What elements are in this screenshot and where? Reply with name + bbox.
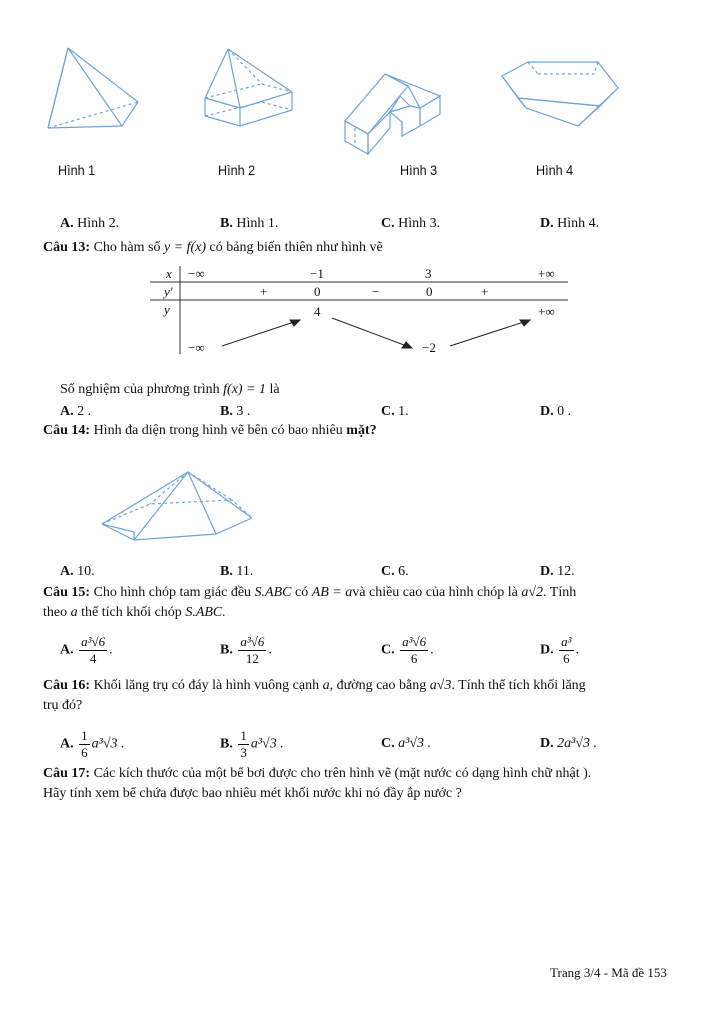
q15-option-d[interactable] <box>540 634 579 667</box>
fraction-numerator: a³√6 <box>81 634 106 649</box>
q15-option-c[interactable] <box>381 634 434 667</box>
option-text: 6. <box>398 564 409 579</box>
q14-option-a[interactable] <box>60 564 95 580</box>
q15-text: . Tính <box>543 585 577 600</box>
option-label: A. <box>60 642 74 658</box>
table-yprime-value: + <box>481 284 489 299</box>
figure-caption-1: Hình 1 <box>58 162 96 178</box>
option-text: Hình 3. <box>398 216 441 231</box>
table-yprime-value: − <box>372 284 380 299</box>
table-yprime-value: 0 <box>426 284 433 299</box>
fraction-denominator: 6 <box>81 745 88 760</box>
option-label: A. <box>60 216 74 231</box>
fraction-numerator: a³√6 <box>240 634 265 649</box>
option-end: . <box>268 642 272 658</box>
q15-text: thể tích khối chóp <box>81 605 182 620</box>
option-end: . <box>109 642 113 658</box>
figure-caption-4: Hình 4 <box>536 162 574 178</box>
q15-pyramid: S.ABC <box>254 585 292 600</box>
figure-caption-2: Hình 2 <box>218 162 256 178</box>
table-y-value: +∞ <box>538 304 555 319</box>
q13-option-d[interactable] <box>540 404 571 420</box>
option-label: A. <box>60 404 74 419</box>
q14-text: Hình đa diện trong hình vẽ bên có bao nhiêu <box>93 423 343 438</box>
option-tail: a³√3 . <box>250 736 284 752</box>
q15-text: Cho hình chóp tam giác đều <box>93 585 252 600</box>
q12-option-d[interactable] <box>540 216 599 232</box>
option-label: B. <box>220 216 233 231</box>
q15-text: có <box>294 585 309 600</box>
q15-stem-line2 <box>43 605 226 621</box>
q16-text: . Tính thể tích khối lăng <box>451 678 586 693</box>
option-label: C. <box>381 642 395 658</box>
q16-stem-line2: trụ đó? <box>43 698 83 713</box>
option-end: . <box>430 642 434 658</box>
q16-text: Khối lăng trụ có đáy là hình vuông cạnh <box>93 678 320 693</box>
figure-caption-3: Hình 3 <box>400 162 438 178</box>
question-number: Câu 15: <box>43 585 91 600</box>
table-y-value: −2 <box>422 340 436 355</box>
option-tail: a³√3 . <box>91 736 125 752</box>
option-text: 10. <box>77 564 95 579</box>
figure-hinh-1 <box>40 40 150 140</box>
option-text: Hình 1. <box>236 216 279 231</box>
q12-option-a[interactable] <box>60 216 119 232</box>
fraction-numerator: a³√6 <box>402 634 427 649</box>
question-number: Câu 14: <box>43 423 91 438</box>
option-text: Hình 4. <box>557 216 600 231</box>
option-fraction <box>238 728 249 761</box>
option-label: D. <box>540 736 554 751</box>
q16-option-a[interactable] <box>60 728 125 761</box>
option-text: Hình 2. <box>77 216 120 231</box>
q16-option-b[interactable] <box>220 728 284 761</box>
fraction-numerator: a³ <box>561 634 572 649</box>
question-number: Câu 13: <box>43 240 91 255</box>
option-label: C. <box>381 736 395 751</box>
option-text: 11. <box>236 564 254 579</box>
q14-option-b[interactable] <box>220 564 253 580</box>
question-number: Câu 17: <box>43 766 91 781</box>
q13-question <box>60 382 280 398</box>
option-fraction <box>559 634 573 667</box>
table-x-value: −1 <box>310 266 324 281</box>
q17-text: Các kích thước của một bể bơi được cho trên hình vẽ (mặt nước có dạng hình chữ nhật ). <box>93 766 592 781</box>
option-label: C. <box>381 216 395 231</box>
q14-option-d[interactable] <box>540 564 575 580</box>
option-label: A. <box>60 736 74 752</box>
q14-bold-word: mặt? <box>346 423 377 438</box>
fraction-denominator: 4 <box>89 651 97 666</box>
option-label: C. <box>381 564 395 579</box>
q16-option-d[interactable] <box>540 736 597 752</box>
variation-table <box>150 264 570 356</box>
q16-var: a <box>322 678 330 693</box>
fraction-denominator: 6 <box>410 651 418 666</box>
q15-var: a <box>70 605 78 620</box>
option-label: C. <box>381 404 395 419</box>
q13-option-a[interactable] <box>60 404 91 420</box>
table-x-value: +∞ <box>538 266 555 281</box>
q15-option-b[interactable] <box>220 634 272 667</box>
option-fraction <box>79 728 90 761</box>
fraction-denominator: 12 <box>245 651 259 666</box>
q16-text: , đường cao bằng <box>329 678 427 693</box>
option-label: D. <box>540 216 554 231</box>
figure-hinh-3 <box>340 66 450 156</box>
figure-hinh-2 <box>200 44 300 134</box>
option-label: D. <box>540 404 554 419</box>
table-yprime-value: 0 <box>314 284 321 299</box>
q13-text: Cho hàm số <box>93 240 161 255</box>
q13-option-b[interactable] <box>220 404 250 420</box>
q13-option-c[interactable] <box>381 404 409 420</box>
q15-text: theo <box>43 605 68 620</box>
q17-stem-line1 <box>43 766 591 782</box>
option-fraction <box>79 634 107 667</box>
table-yprime-label: y′ <box>164 284 173 299</box>
q13-equation: f(x) = 1 <box>223 382 267 397</box>
q13-text-after: có bảng biến thiên như hình vẽ <box>209 240 383 255</box>
q15-height: a√2 <box>521 585 544 600</box>
table-y-label: y <box>164 302 170 317</box>
option-fraction <box>400 634 428 667</box>
fraction-denominator: 6 <box>563 651 570 666</box>
q15-text: và chiều cao của hình chóp là <box>352 585 518 600</box>
question-number: Câu 16: <box>43 678 91 693</box>
fraction-numerator: 1 <box>81 728 88 743</box>
q16-option-c[interactable] <box>381 736 431 752</box>
q12-option-c[interactable] <box>381 216 440 232</box>
q16-stem-line1 <box>43 678 586 694</box>
option-text: 1. <box>398 404 409 419</box>
q13-question-text: Số nghiệm của phương trình <box>60 382 220 397</box>
q12-option-b[interactable] <box>220 216 278 232</box>
q17-stem-line2: Hãy tính xem bể chứa được bao nhiêu mét khối nước khi nó đầy ắp nước ? <box>43 786 462 801</box>
q15-pyramid: S.ABC. <box>185 605 226 620</box>
q14-stem <box>43 423 377 439</box>
option-text: 12. <box>557 564 575 579</box>
figure-hinh-4 <box>498 58 626 130</box>
option-tail: a³√3 . <box>398 736 432 751</box>
option-label: A. <box>60 564 74 579</box>
q13-question-after: là <box>269 382 280 397</box>
q13-function: y = f(x) <box>163 240 207 255</box>
table-x-label: x <box>166 266 172 281</box>
option-tail: 2a³√3 . <box>557 736 598 751</box>
option-text: 0 . <box>557 404 572 419</box>
table-y-value: 4 <box>314 304 321 319</box>
table-x-value: 3 <box>425 266 432 281</box>
page-footer: Trang 3/4 - Mã đề 153 <box>550 965 667 980</box>
option-label: B. <box>220 564 233 579</box>
q15-option-a[interactable] <box>60 634 113 667</box>
q16-height: a√3 <box>429 678 452 693</box>
table-yprime-value: + <box>260 284 268 299</box>
q13-stem <box>43 240 383 256</box>
option-end: . <box>575 642 580 658</box>
option-label: B. <box>220 736 233 752</box>
figure-q14-polyhedron <box>98 468 256 548</box>
option-label: B. <box>220 642 233 658</box>
option-text: 2 . <box>77 404 92 419</box>
option-label: D. <box>540 642 554 658</box>
table-x-value: −∞ <box>188 266 205 281</box>
option-label: B. <box>220 404 233 419</box>
option-fraction <box>238 634 266 667</box>
q15-stem-line1 <box>43 585 576 601</box>
fraction-numerator: 1 <box>240 728 247 743</box>
option-label: D. <box>540 564 554 579</box>
q14-option-c[interactable] <box>381 564 409 580</box>
q15-edge: AB = a <box>311 585 353 600</box>
table-y-value: −∞ <box>188 340 205 355</box>
option-text: 3 . <box>236 404 251 419</box>
fraction-denominator: 3 <box>240 745 247 760</box>
